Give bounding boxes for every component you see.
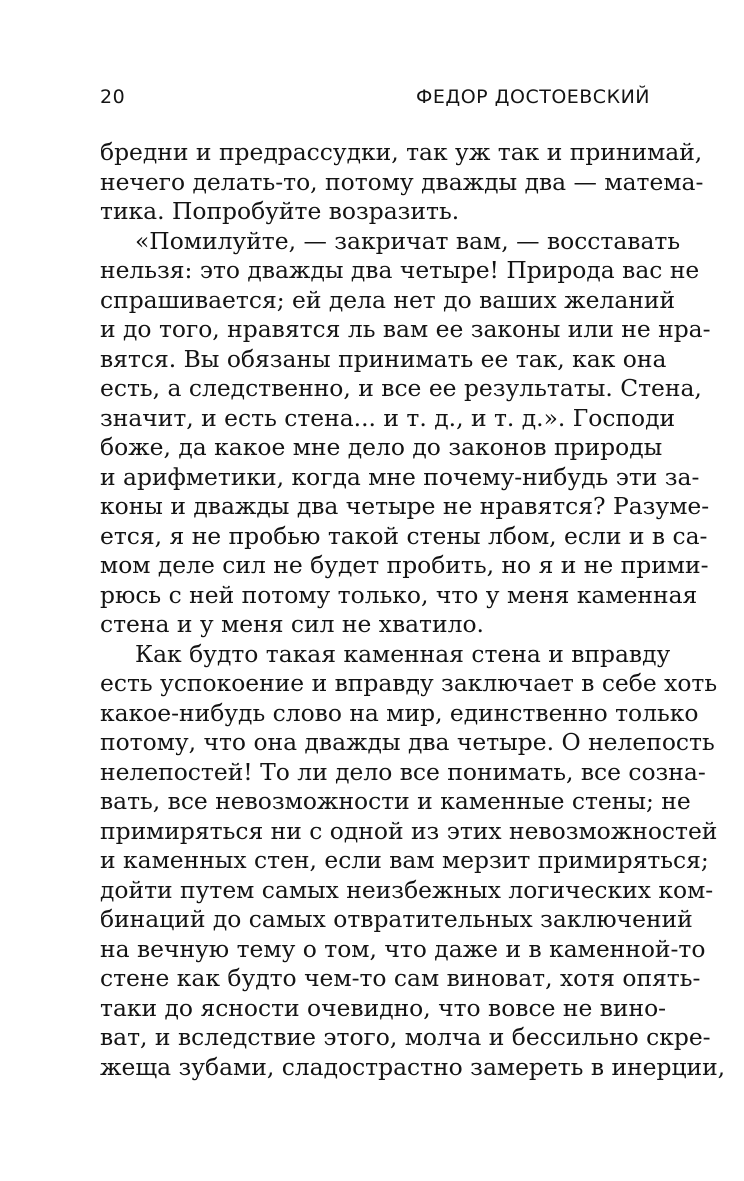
text-line: потому, что она дважды два четыре. О нелепость <box>100 728 715 756</box>
text-line: ват, и вследствие этого, молча и бессильно скре- <box>100 1023 711 1051</box>
text-line: и арифметики, когда мне почему-нибудь эти за- <box>100 462 700 491</box>
paragraph-2 <box>100 226 711 640</box>
text-line: стена и у меня сил не хватило. <box>100 610 484 638</box>
text-line: и до того, нравятся ль вам ее законы или не нра- <box>100 315 711 343</box>
running-head <box>100 82 650 112</box>
text-line: стене как будто чем-то сам виноват, хотя опять- <box>100 964 701 992</box>
paragraph-1 <box>100 138 704 227</box>
body-text <box>100 138 726 1082</box>
text-line: и каменных стен, если вам мерзит примиряться; <box>100 846 709 874</box>
text-line: таки до ясности очевидно, что вовсе не вино- <box>100 993 667 1022</box>
running-head-author: ФЕДОР ДОСТОЕВСКИЙ <box>415 86 650 108</box>
text-line: мом деле сил не будет пробить, но я и не прими- <box>100 551 709 579</box>
text-line: вятся. Вы обязаны принимать ее так, как она <box>100 344 667 373</box>
text-line: есть успокоение и вправду заключает в себе хоть <box>100 669 718 697</box>
text-line: дойти путем самых неизбежных логических ком- <box>100 875 714 904</box>
text-line: значит, и есть стена... и т. д., и т. д.». Господи <box>100 403 676 432</box>
text-line: спрашивается; ей дела нет до ваших желаний <box>100 285 676 314</box>
text-line: ется, я не пробью такой стены лбом, если и в са- <box>100 521 708 550</box>
text-line: коны и дважды два четыре не нравятся? Разуме- <box>100 492 710 520</box>
text-line: нелепостей! То ли дело все понимать, все созна- <box>100 757 706 786</box>
text-line: жеща зубами, сладострастно замереть в инерции, <box>100 1052 726 1081</box>
text-line: нечего делать-то, потому дважды два — матема- <box>100 167 704 196</box>
text-line: Как будто такая каменная стена и вправду <box>135 639 671 668</box>
text-line: боже, да какое мне дело до законов природы <box>100 433 663 461</box>
text-line: вать, все невозможности и каменные стены; не <box>100 787 691 815</box>
page-number: 20 <box>100 86 126 108</box>
paragraph-3 <box>100 639 726 1083</box>
text-line: «Помилуйте, — закричат вам, — восставать <box>135 226 681 255</box>
text-line: примиряться ни с одной из этих невозможностей <box>100 816 718 845</box>
text-line: тика. Попробуйте возразить. <box>100 197 460 225</box>
text-line: нельзя: это дважды два четыре! Природа вас не <box>100 256 700 284</box>
text-line: есть, а следственно, и все ее результаты. Стена, <box>100 374 702 402</box>
text-line: бредни и предрассудки, так уж так и принимай, <box>100 138 703 166</box>
text-line: на вечную тему о том, что даже и в каменной-то <box>100 934 706 963</box>
text-line: какое-нибудь слово на мир, единственно только <box>100 698 699 727</box>
text-line: рюсь с ней потому только, что у меня каменная <box>100 580 698 609</box>
text-line: бинаций до самых отвратительных заключений <box>100 905 693 933</box>
